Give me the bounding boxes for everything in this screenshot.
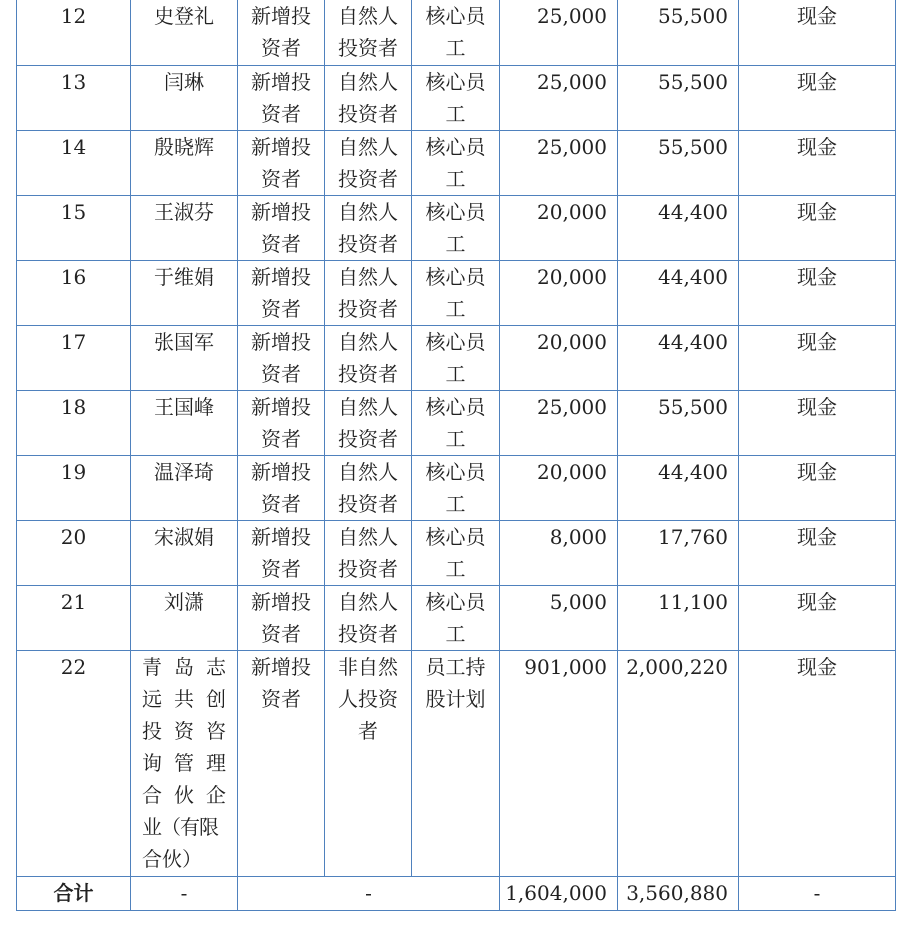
cell-payment-method: 现金 <box>739 325 896 390</box>
cell-no: 19 <box>17 455 131 520</box>
cell-amount: 55,500 <box>618 130 739 195</box>
cell-payment-method: 现金 <box>739 520 896 585</box>
cell-payment-method: 现金 <box>739 0 896 65</box>
cell-shares: 20,000 <box>500 260 618 325</box>
text-line: 投资者 <box>338 426 398 451</box>
text-line: 资者 <box>261 101 301 126</box>
text-line: 投资者 <box>338 231 398 256</box>
cell-amount: 44,400 <box>618 455 739 520</box>
cell-investor-nature <box>325 130 412 195</box>
text-line: 投资者 <box>338 361 398 386</box>
text-line: 核心员 <box>425 524 486 549</box>
text-line: 新增投 <box>251 134 311 159</box>
cell-investor-nature <box>325 325 412 390</box>
table-row <box>17 0 896 65</box>
text-line: 者 <box>358 718 378 743</box>
cell-no: 15 <box>17 195 131 260</box>
text-line: 核心员 <box>425 589 486 614</box>
table-row <box>17 650 896 876</box>
text-line: 工 <box>445 166 466 191</box>
cell-investor-role <box>412 260 500 325</box>
text-line: 投资者 <box>338 101 398 126</box>
cell-name: 宋淑娟 <box>131 520 238 585</box>
text-line: 新增投 <box>251 199 311 224</box>
cell-payment-method: 现金 <box>739 195 896 260</box>
cell-investor-nature <box>325 0 412 65</box>
table-row <box>17 585 896 650</box>
cell-amount: 44,400 <box>618 195 739 260</box>
name-line: 远共创 <box>142 686 226 711</box>
cell-investor-role <box>412 520 500 585</box>
name-line: 合伙） <box>142 846 202 871</box>
cell-shares: 25,000 <box>500 65 618 130</box>
name-line: 业（有限 <box>142 814 218 839</box>
cell-investor-role <box>412 65 500 130</box>
cell-payment-method: 现金 <box>739 650 896 876</box>
text-line: 工 <box>445 491 466 516</box>
cell-shares: 25,000 <box>500 0 618 65</box>
cell-investor-nature <box>325 520 412 585</box>
cell-name: 刘潇 <box>131 585 238 650</box>
text-line: 自然人 <box>338 199 398 224</box>
total-mid-dash: - <box>238 876 500 910</box>
text-line: 投资者 <box>338 296 398 321</box>
cell-investor-type <box>238 65 325 130</box>
subscriber-table <box>16 0 896 911</box>
text-line: 自然人 <box>338 394 398 419</box>
text-line: 投资者 <box>338 36 398 60</box>
cell-payment-method: 现金 <box>739 455 896 520</box>
text-line: 资者 <box>261 491 301 516</box>
cell-amount: 17,760 <box>618 520 739 585</box>
cell-investor-type <box>238 260 325 325</box>
text-line: 投资者 <box>338 166 398 191</box>
text-line: 核心员 <box>425 69 486 94</box>
text-line: 核心员 <box>425 394 486 419</box>
cell-shares: 8,000 <box>500 520 618 585</box>
text-line: 资者 <box>261 426 301 451</box>
cell-no: 18 <box>17 390 131 455</box>
cell-amount: 2,000,220 <box>618 650 739 876</box>
text-line: 核心员 <box>425 4 486 28</box>
text-line: 新增投 <box>251 329 311 354</box>
cell-investor-nature <box>325 650 412 876</box>
text-line: 新增投 <box>251 654 311 679</box>
text-line: 资者 <box>261 296 301 321</box>
cell-investor-nature <box>325 260 412 325</box>
cell-shares: 25,000 <box>500 390 618 455</box>
cell-shares: 20,000 <box>500 195 618 260</box>
cell-investor-type <box>238 650 325 876</box>
cell-no: 12 <box>17 0 131 65</box>
cell-investor-role <box>412 585 500 650</box>
cell-amount: 55,500 <box>618 0 739 65</box>
cell-no: 20 <box>17 520 131 585</box>
cell-investor-type <box>238 195 325 260</box>
text-line: 非自然 <box>338 654 398 679</box>
cell-no: 16 <box>17 260 131 325</box>
text-line: 资者 <box>261 231 301 256</box>
name-line: 询管理 <box>142 750 226 775</box>
text-line: 新增投 <box>251 589 311 614</box>
cell-payment-method: 现金 <box>739 260 896 325</box>
total-label: 合计 <box>17 876 131 910</box>
total-shares: 1,604,000 <box>500 876 618 910</box>
cell-name: 于维娟 <box>131 260 238 325</box>
text-line: 自然人 <box>338 589 398 614</box>
cell-investor-type <box>238 520 325 585</box>
text-line: 资者 <box>261 556 301 581</box>
table-row <box>17 520 896 585</box>
text-line: 投资者 <box>338 556 398 581</box>
cell-name <box>131 650 238 876</box>
cell-shares: 20,000 <box>500 325 618 390</box>
text-line: 工 <box>445 296 466 321</box>
table-body <box>17 0 896 650</box>
cell-no: 22 <box>17 650 131 876</box>
cell-amount: 55,500 <box>618 65 739 130</box>
total-row <box>17 876 896 910</box>
cell-investor-type <box>238 130 325 195</box>
name-line: 投资咨 <box>142 718 226 743</box>
text-line: 核心员 <box>425 459 486 484</box>
cell-investor-nature <box>325 65 412 130</box>
text-line: 人投资 <box>338 686 398 711</box>
cell-investor-nature <box>325 390 412 455</box>
text-line: 核心员 <box>425 199 486 224</box>
cell-no: 13 <box>17 65 131 130</box>
cell-name: 王国峰 <box>131 390 238 455</box>
cell-payment-method: 现金 <box>739 585 896 650</box>
text-line: 资者 <box>261 36 301 60</box>
text-line: 资者 <box>261 686 301 711</box>
name-line: 青岛志 <box>142 654 226 679</box>
text-line: 核心员 <box>425 134 486 159</box>
text-line: 股计划 <box>425 686 486 711</box>
cell-investor-type <box>238 455 325 520</box>
cell-payment-method: 现金 <box>739 130 896 195</box>
table-row <box>17 130 896 195</box>
cell-payment-method: 现金 <box>739 390 896 455</box>
cell-investor-role <box>412 325 500 390</box>
text-line: 工 <box>445 36 466 60</box>
text-line: 工 <box>445 231 466 256</box>
cell-shares: 5,000 <box>500 585 618 650</box>
cell-name: 王淑芬 <box>131 195 238 260</box>
cell-no: 14 <box>17 130 131 195</box>
cell-investor-type <box>238 585 325 650</box>
cell-name: 温泽琦 <box>131 455 238 520</box>
cell-name: 张国军 <box>131 325 238 390</box>
text-line: 资者 <box>261 361 301 386</box>
text-line: 新增投 <box>251 394 311 419</box>
cell-name: 闫琳 <box>131 65 238 130</box>
table-row <box>17 325 896 390</box>
total-method-dash: - <box>739 876 896 910</box>
text-line: 工 <box>445 426 466 451</box>
text-line: 自然人 <box>338 134 398 159</box>
cell-investor-role <box>412 130 500 195</box>
cell-investor-role <box>412 650 500 876</box>
text-line: 工 <box>445 361 466 386</box>
table-row <box>17 390 896 455</box>
table-row <box>17 65 896 130</box>
cell-amount: 44,400 <box>618 325 739 390</box>
text-line: 员工持 <box>425 654 486 679</box>
text-line: 工 <box>445 556 466 581</box>
cell-shares: 20,000 <box>500 455 618 520</box>
text-line: 自然人 <box>338 459 398 484</box>
table-row <box>17 260 896 325</box>
cell-shares: 901,000 <box>500 650 618 876</box>
cell-investor-type <box>238 390 325 455</box>
table-row <box>17 195 896 260</box>
cell-investor-role <box>412 0 500 65</box>
subscriber-table-container <box>16 0 896 911</box>
text-line: 核心员 <box>425 329 486 354</box>
cell-investor-nature <box>325 455 412 520</box>
cell-investor-role <box>412 390 500 455</box>
text-line: 新增投 <box>251 4 311 28</box>
text-line: 自然人 <box>338 4 398 28</box>
cell-no: 17 <box>17 325 131 390</box>
text-line: 投资者 <box>338 621 398 646</box>
cell-investor-role <box>412 195 500 260</box>
cell-investor-type <box>238 325 325 390</box>
total-name-dash: - <box>131 876 238 910</box>
cell-amount: 44,400 <box>618 260 739 325</box>
cell-investor-nature <box>325 195 412 260</box>
cell-investor-nature <box>325 585 412 650</box>
text-line: 新增投 <box>251 459 311 484</box>
text-line: 自然人 <box>338 329 398 354</box>
cell-amount: 11,100 <box>618 585 739 650</box>
cell-shares: 25,000 <box>500 130 618 195</box>
cell-name: 史登礼 <box>131 0 238 65</box>
text-line: 新增投 <box>251 69 311 94</box>
cell-no: 21 <box>17 585 131 650</box>
cell-name: 殷晓辉 <box>131 130 238 195</box>
name-line: 合伙企 <box>142 782 226 807</box>
text-line: 核心员 <box>425 264 486 289</box>
cell-investor-role <box>412 455 500 520</box>
text-line: 工 <box>445 621 466 646</box>
cell-payment-method: 现金 <box>739 65 896 130</box>
table-row <box>17 455 896 520</box>
text-line: 资者 <box>261 621 301 646</box>
cell-investor-type <box>238 0 325 65</box>
text-line: 投资者 <box>338 491 398 516</box>
text-line: 自然人 <box>338 69 398 94</box>
text-line: 资者 <box>261 166 301 191</box>
text-line: 自然人 <box>338 264 398 289</box>
text-line: 工 <box>445 101 466 126</box>
text-line: 自然人 <box>338 524 398 549</box>
text-line: 新增投 <box>251 264 311 289</box>
total-amount: 3,560,880 <box>618 876 739 910</box>
row-22-body <box>17 650 896 910</box>
cell-amount: 55,500 <box>618 390 739 455</box>
text-line: 新增投 <box>251 524 311 549</box>
